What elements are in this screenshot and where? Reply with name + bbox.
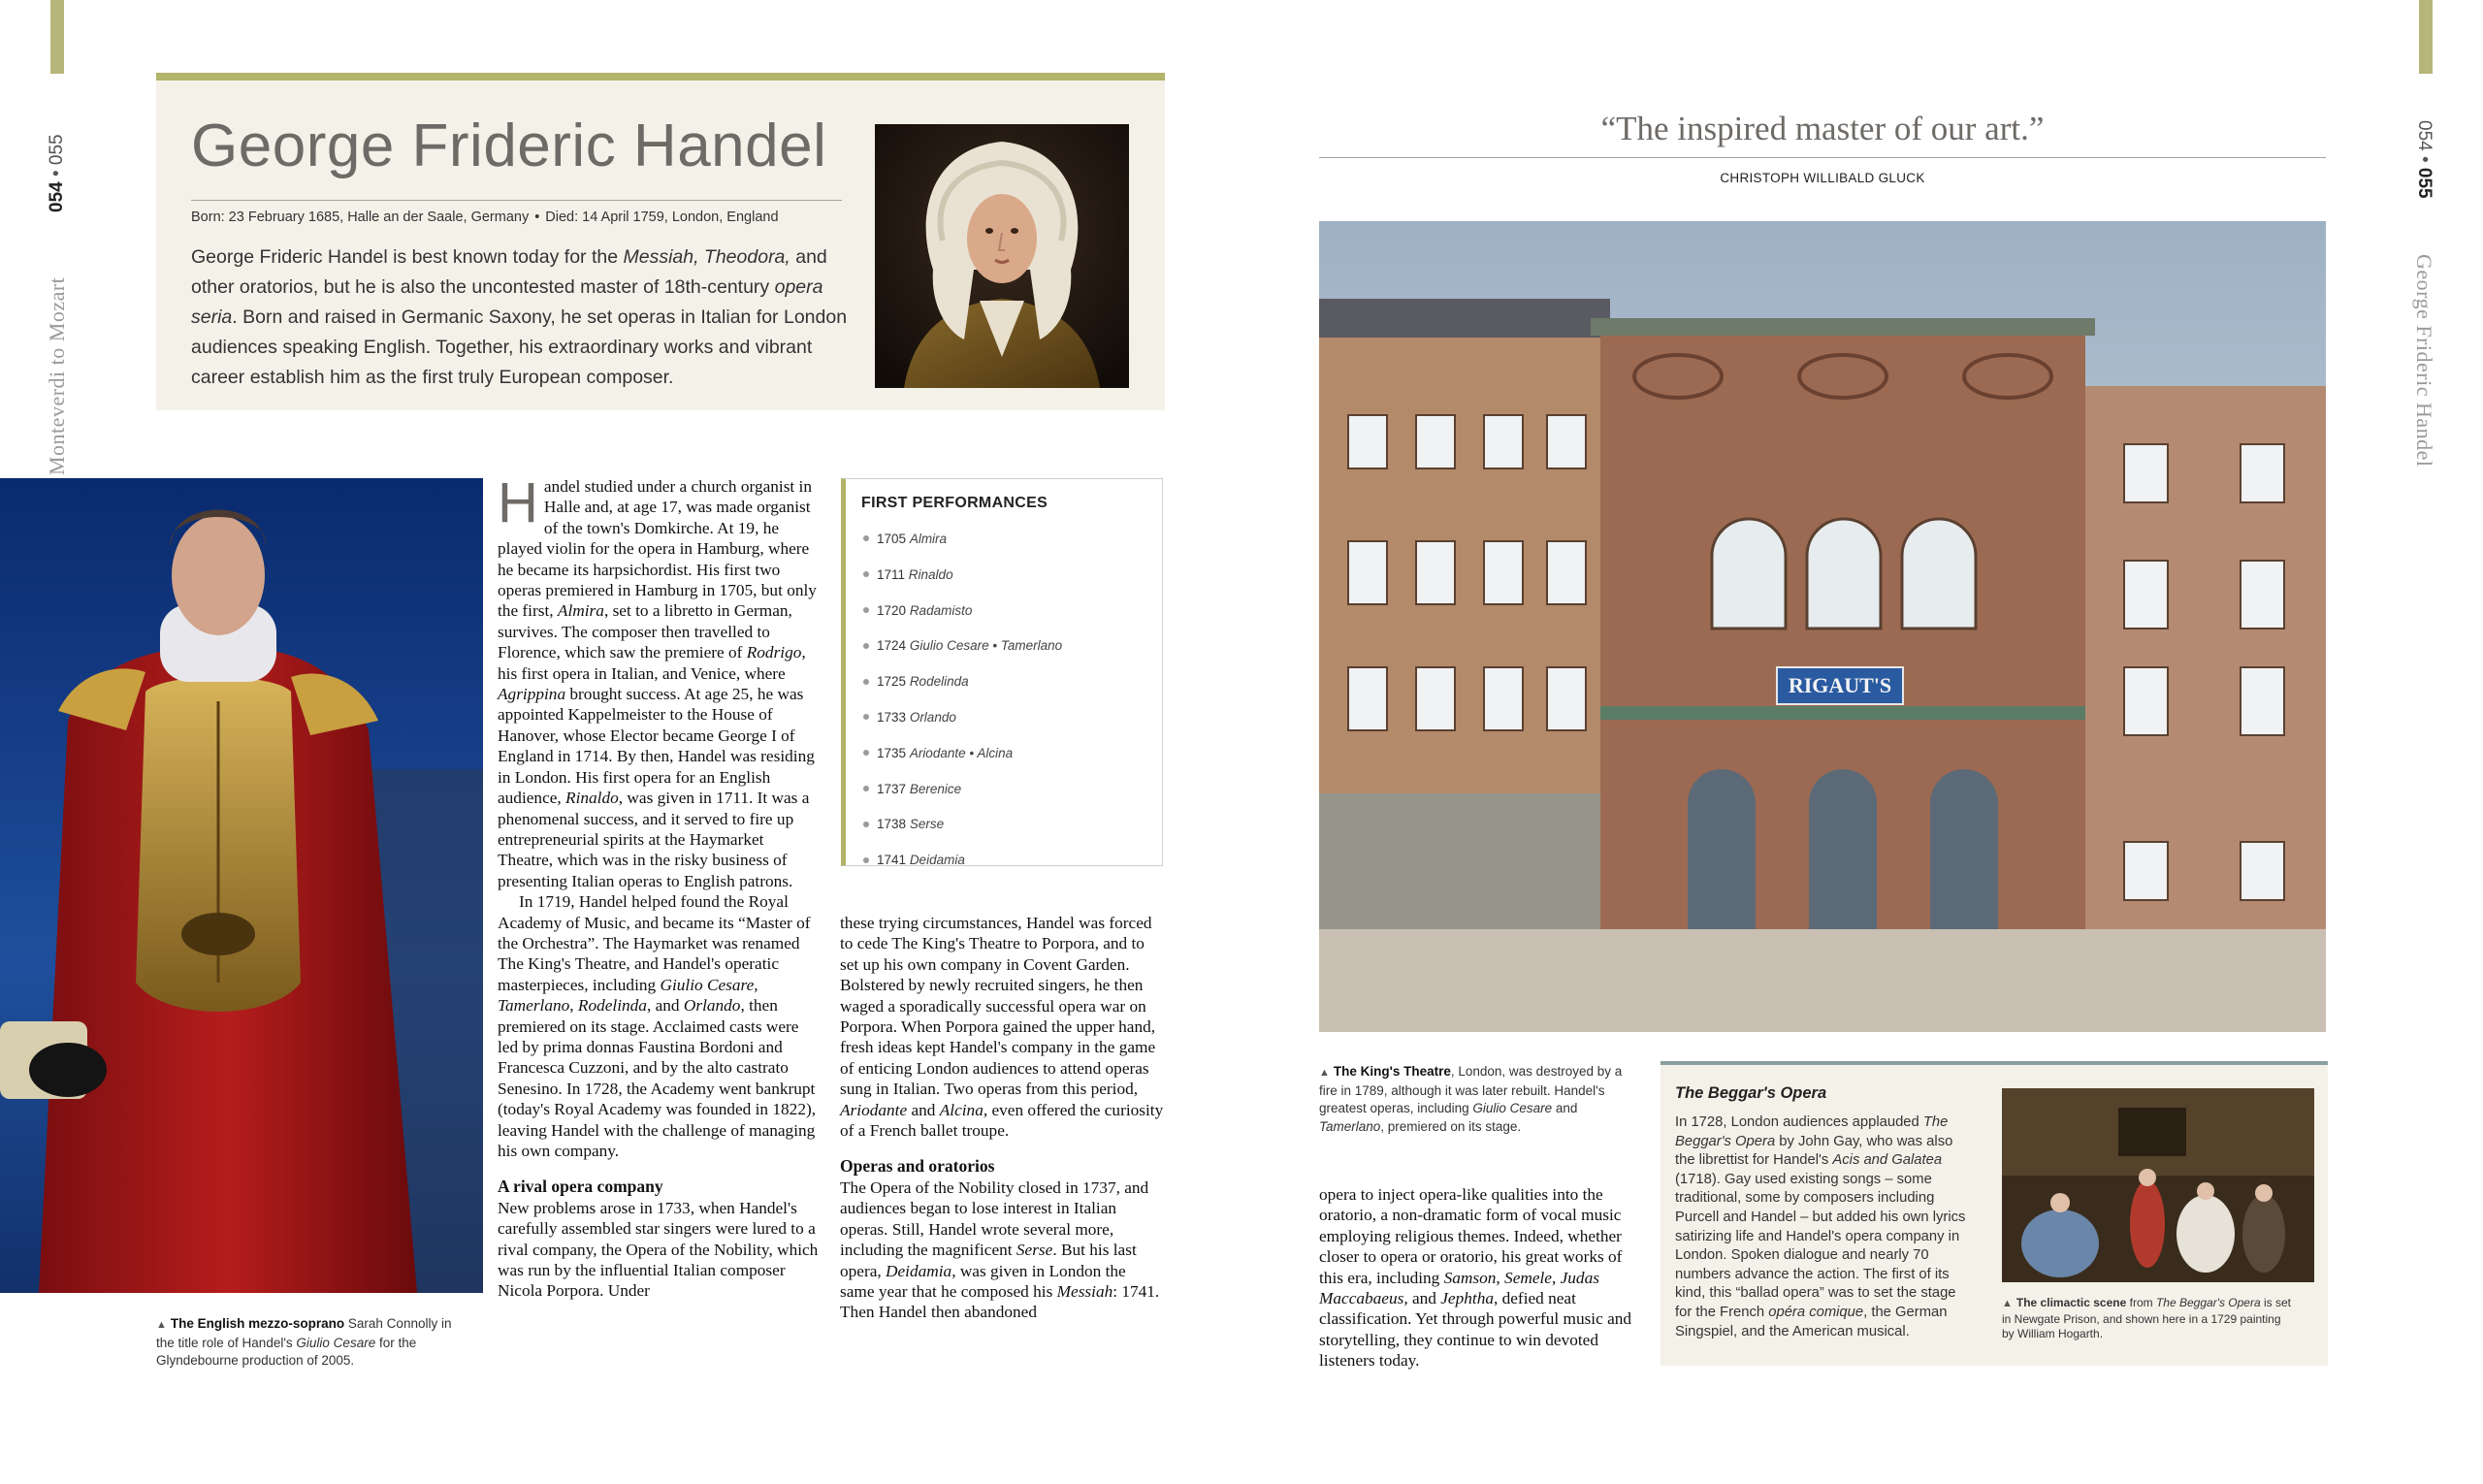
text-italic: Samson — [1443, 1268, 1497, 1287]
left-edge-bar — [50, 0, 64, 74]
text-run: , and — [1403, 1289, 1441, 1308]
bullet-icon — [863, 857, 869, 863]
text-run: , — [1496, 1268, 1505, 1287]
bullet-icon — [863, 535, 869, 541]
page-number-current: 055 — [2414, 167, 2435, 199]
text-run: , was given in London the same year that he composed his — [840, 1261, 1126, 1301]
page-number-separator: • — [2414, 155, 2435, 163]
quote-rule — [1319, 157, 2326, 158]
right-page-numbers — [2413, 120, 2435, 212]
connolly-photo-caption — [156, 1315, 471, 1371]
born-date: Born: 23 February 1685, Halle an der Saale, Germany — [191, 210, 530, 225]
page-number-separator: • — [47, 170, 67, 177]
beggars-opera-text — [1675, 1113, 1966, 1341]
caption-text: from — [2126, 1296, 2156, 1309]
text-run: , was given in 1711. It was a phenomenal success, and it served to fire up entrepreneurial spirits at the Haymarket Theatre, which was in the risky business of presenting Italian operas to English patrons. — [498, 789, 810, 890]
caption-text: , London, was destroyed by a fire in 1789, although it was later rebuilt. Handel's greatest operas, including — [1319, 1064, 1623, 1115]
performance-item — [861, 674, 1062, 710]
text-run: these trying circumstances, Handel was forced to cede The King's Theatre to Porpora, and to set up his own company in Covent Garden. Bolstered by newly recruited singers, he then waged a sporadically successful opera war on Porpora. When Porpora gained the upper hand, fresh ideas kept Handel's company in the game of enticing London audiences to attend operas sung in Italian. Two operas from this period, — [840, 914, 1156, 1099]
text-italic: Alcina — [939, 1100, 984, 1119]
caption-bold: The climactic scene — [2015, 1296, 2127, 1309]
text-run: opera to inject opera-like qualities into the oratorio, a non-dramatic form of vocal music employing religious themes. Indeed, whether closer to opera or oratorio, his great works of this era, including — [1319, 1185, 1623, 1287]
body-paragraph-3: New problems arose in 1733, when Handel's carefully assembled star singers were lured to a rival company, the Opera of the Nobility, which was run by the influential Italian composer Nicola Porpora. Under — [498, 1198, 819, 1301]
performance-works: Serse — [909, 817, 945, 832]
performance-works: Berenice — [909, 781, 962, 796]
caption-text: , premiered on its stage. — [1380, 1118, 1522, 1134]
text-run: , then premiered on its stage. Acclaimed casts were led by prima donnas Faustina Bordoni and Francesca Cuzzoni, and by the alto castrato Senesino. In 1728, the Academy went bankrupt (today's Royal Academy was founded in 1822), leaving Handel with the challenge of managing his own company. — [498, 996, 817, 1160]
text-run: by John Gay, who was also the librettist for Handel's — [1675, 1133, 1953, 1169]
text-run: (1718). Gay used existing songs – some traditional, some by composers including Purcell and Handel – but added his own lyrics satirizing life and Handel's opera company in London. Spoken dialogue and nearly 70 numbers advance the action. The first of its kind, this “ballad opera” was to set the stage for the French — [1675, 1171, 1966, 1320]
text-run: , set to a libretto in German, survives. The composer then travelled to Florence, which saw the premiere of — [498, 601, 792, 662]
performance-year: 1738 — [877, 817, 907, 832]
performance-item — [861, 532, 1062, 567]
bullet-icon — [863, 750, 869, 756]
text-run: , the German Singspiel, and the American musical. — [1675, 1304, 1948, 1339]
text-italic: Deidamia — [886, 1261, 952, 1280]
handel-portrait-image — [875, 124, 1129, 388]
performance-works: Rodelinda — [909, 674, 969, 690]
intro-italic: Messiah, Theodora, — [623, 246, 790, 268]
first-performances-box — [841, 478, 1163, 866]
page-number-other: 055 — [47, 134, 67, 166]
caption-text: Sarah Connolly in the title role of Handel's — [156, 1316, 452, 1350]
performance-year: 1711 — [877, 566, 906, 582]
text-run: , — [754, 975, 758, 994]
text-run: , defied neat classification. Yet through powerful music and storytelling, they continue to win devoted listeners today. — [1319, 1289, 1632, 1371]
performance-item — [861, 710, 1062, 746]
performance-item — [861, 746, 1062, 782]
body-paragraph-4 — [840, 913, 1164, 1141]
text-italic: Almira — [557, 601, 604, 621]
hogarth-caption — [2002, 1296, 2293, 1342]
caption-italic: Giulio Cesare — [296, 1335, 376, 1350]
bullet-icon — [863, 643, 869, 649]
page-number-current: 054 — [47, 181, 67, 212]
left-page-numbers — [47, 120, 68, 212]
bullet-icon — [863, 822, 869, 827]
kings-theatre-image — [1319, 221, 2326, 1032]
caption-italic: The Beggar's Opera — [2155, 1296, 2261, 1309]
body-column-1 — [498, 471, 822, 1302]
text-italic: Tamerlano — [498, 996, 570, 1016]
body-paragraph-6 — [1319, 1184, 1633, 1371]
performance-works: Orlando — [909, 709, 956, 725]
text-italic: Orlando — [683, 996, 741, 1016]
beggars-opera-box — [1661, 1061, 2328, 1366]
text-italic: Semele — [1504, 1268, 1552, 1287]
text-italic: Rodelinda — [577, 996, 647, 1016]
drop-cap: H — [498, 471, 538, 534]
intro-part: . Born and raised in Germanic Saxony, he set operas in Italian for London audiences speaking English. Together, his extraordinary works and vibrant career establish him as the first truly European composer. — [191, 306, 848, 388]
theatre-sign: RIGAUT'S — [1788, 673, 1892, 697]
text-italic: Giulio Cesare — [660, 975, 755, 994]
first-performances-title: FIRST PERFORMANCES — [861, 495, 1048, 511]
text-run: andel studied under a church organist in Halle and, at age 17, was made organist of the town's Domkirche. At 19, he played violin for the opera in Hamburg, where he became its harpsichordist. His first two operas premiered in Hamburg in 1705, but only the first, — [498, 477, 817, 621]
performance-year: 1741 — [877, 853, 907, 868]
performance-works: Rinaldo — [908, 566, 953, 582]
bullet-icon — [863, 786, 869, 791]
life-dates — [191, 210, 779, 225]
text-run: , — [1551, 1268, 1561, 1287]
bullet-icon — [863, 679, 869, 685]
caption-italic: Giulio Cesare — [1472, 1101, 1553, 1115]
text-run: brought success. At age 25, he was appointed Kappelmeister to the House of Hanover, whose Elector became George I of England in 1714. By then, Handel was residing in London. His first opera for an English audience, — [498, 685, 815, 808]
left-section-name: Monteverdi to Mozart — [45, 276, 69, 475]
text-italic: Ariodante — [840, 1100, 908, 1119]
performance-year: 1724 — [877, 638, 907, 654]
text-run: In 1719, Handel helped found the Royal Academy of Music, and became its “Master of the Orchestra”. The Haymarket was renamed The King's Theatre, and Handel's operatic masterpieces, including — [498, 892, 811, 994]
text-italic: The Beggar's Opera — [1675, 1114, 1949, 1149]
text-run: , — [569, 996, 578, 1016]
caption-triangle-icon: ▲ — [1319, 1067, 1330, 1079]
performance-works: Deidamia — [909, 853, 965, 868]
body-paragraph-5 — [840, 1178, 1164, 1323]
performance-year: 1720 — [877, 602, 907, 618]
connolly-photo-image — [0, 478, 483, 1293]
caption-text: for the Glyndebourne production of 2005. — [156, 1335, 417, 1368]
performance-year: 1735 — [877, 745, 907, 760]
hogarth-painting-image — [2002, 1088, 2314, 1282]
theatre-caption — [1319, 1063, 1628, 1136]
bullet-icon — [863, 607, 869, 613]
subhead-operas-oratorios: Operas and oratorios — [840, 1156, 995, 1177]
text-italic: opéra comique — [1768, 1304, 1864, 1320]
caption-italic: Tamerlano — [1319, 1118, 1381, 1134]
performance-item — [861, 638, 1062, 674]
body-paragraph-2 — [498, 891, 822, 1161]
text-run: : 1741. Then Handel then abandoned — [840, 1281, 1160, 1322]
caption-bold: The King's Theatre — [1333, 1064, 1451, 1079]
caption-text: is set in Newgate Prison, and shown here in a 1729 painting by William Hogarth. — [2002, 1296, 2291, 1340]
page-title: George Frideric Handel — [191, 113, 827, 179]
body-column-3 — [1319, 1184, 1633, 1371]
text-italic: Serse — [1016, 1241, 1053, 1260]
right-edge-bar — [2419, 0, 2433, 74]
text-run: The Opera of the Nobility closed in 1737, and audiences began to lose interest in Italian operas. Still, Handel wrote several more, including the magnificent — [840, 1178, 1149, 1260]
text-italic: Jephtha — [1440, 1289, 1494, 1308]
text-italic: Agrippina — [498, 685, 566, 704]
died-date: Died: 14 April 1759, London, England — [545, 210, 779, 225]
dates-separator: • — [534, 210, 540, 225]
caption-triangle-icon: ▲ — [156, 1319, 167, 1331]
text-italic: Messiah — [1056, 1281, 1113, 1301]
performance-year: 1705 — [877, 532, 907, 546]
caption-triangle-icon: ▲ — [2002, 1298, 2013, 1309]
caption-text: and — [1552, 1101, 1578, 1115]
performance-item — [861, 782, 1062, 818]
intro-part: George Frideric Handel is best known today for the — [191, 246, 624, 268]
pull-quote: “The inspired master of our art.” — [1600, 110, 2045, 147]
text-italic: Judas Maccabaeus — [1319, 1268, 1599, 1308]
performance-works: Giulio Cesare • Tamerlano — [909, 638, 1063, 654]
first-performances-list — [861, 532, 1062, 888]
title-rule — [191, 200, 842, 201]
text-run: , his first opera in Italian, and Venice, where — [498, 643, 806, 683]
performance-item — [861, 817, 1062, 853]
page-number-other: 054 — [2414, 120, 2435, 151]
quote-attribution: CHRISTOPH WILLIBALD GLUCK — [1720, 171, 1925, 185]
performance-item — [861, 603, 1062, 639]
body-paragraph-1 — [498, 471, 822, 891]
performance-works: Ariodante • Alcina — [909, 745, 1014, 760]
body-column-2 — [840, 913, 1164, 1323]
text-italic: Acis and Galatea — [1832, 1152, 1943, 1169]
subhead-rival-opera: A rival opera company — [498, 1177, 663, 1197]
right-section-name: George Frideric Handel — [2412, 254, 2436, 468]
intro-italic: opera seria — [191, 276, 823, 328]
bullet-icon — [863, 571, 869, 577]
text-italic: Rinaldo — [565, 789, 619, 808]
performance-works: Radamisto — [909, 602, 973, 618]
performance-year: 1725 — [877, 674, 907, 690]
text-italic: Rodrigo — [746, 643, 802, 662]
caption-bold: The English mezzo-soprano — [170, 1316, 345, 1331]
performance-year: 1733 — [877, 709, 907, 725]
performance-works: Almira — [909, 532, 948, 546]
text-run: and — [907, 1100, 940, 1119]
intro-part: and other oratorios, but he is also the uncontested master of 18th-century — [191, 246, 827, 298]
text-run: . But his last opera, — [840, 1241, 1137, 1280]
header-panel — [156, 73, 1165, 410]
performance-year: 1737 — [877, 781, 907, 796]
performance-item — [861, 567, 1062, 603]
beggars-opera-title: The Beggar's Opera — [1675, 1084, 1827, 1102]
intro-text — [191, 242, 851, 393]
text-run: , and — [646, 996, 684, 1016]
performance-item — [861, 853, 1062, 888]
text-run: In 1728, London audiences applauded — [1675, 1114, 1923, 1130]
text-run: , even offered the curiosity of a French ballet troupe. — [840, 1100, 1164, 1141]
bullet-icon — [863, 714, 869, 720]
